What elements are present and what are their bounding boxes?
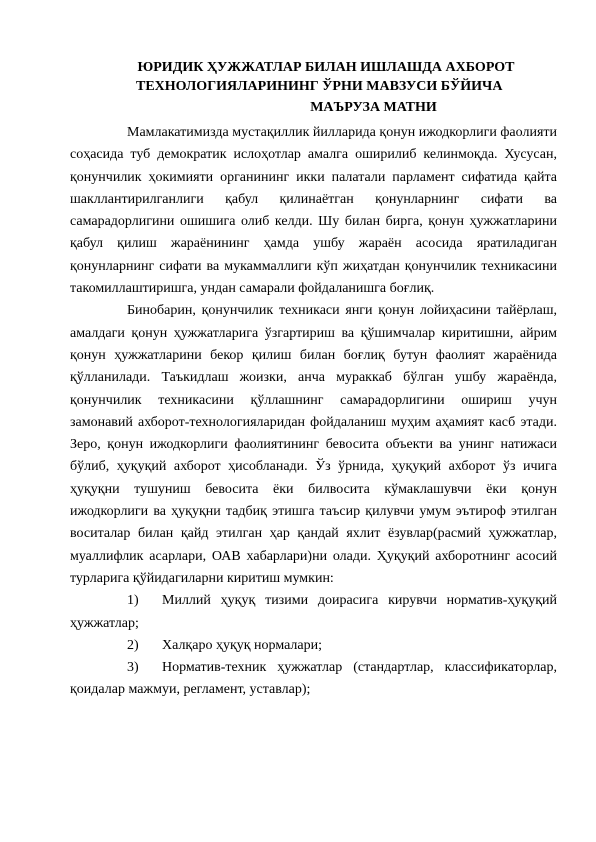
list-item-text: Халқаро ҳуқуқ нормалари; xyxy=(162,637,323,653)
list-item-number: 3) xyxy=(127,660,139,676)
list-item xyxy=(70,590,557,635)
document-title-line-1: ЮРИДИК ҲУЖЖАТЛАР БИЛАН ИШЛАШДА АХБОРОТ xyxy=(137,60,515,75)
document-body xyxy=(70,122,557,702)
list-item-text: Норматив-техник ҳужжатлар (стандартлар, классификаторлар, қоидалар мажмуи, регламент, уставлар); xyxy=(70,660,557,698)
paragraph: Мамлакатимизда мустақиллик йилларида қонун ижодкорлиги фаолияти соҳасида туб демократик ислоҳотлар амалга оширилиб келинмоқда. Хусусан, қонунчилик ҳокимияти органининг икки палатали парламент сифатида қайта шакллантирилганлиги қабул қилинаётган қонунларнинг сифати ва самарадорлигини ошишига олиб келди. Шу билан бирга, қонун ҳужжатларини қабул қилиш жараёнининг ҳамда ушбу жараён асосида яратиладиган қонунларнинг сифати ва мукаммаллиги кўп жиҳатдан қонунчилик техникасини такомиллаштиришга, ундан самарали фойдаланишга боғлиқ. xyxy=(70,125,557,297)
list-item xyxy=(70,657,557,702)
document-title-line-3: МАЪРУЗА МАТНИ xyxy=(310,100,437,115)
list-item-number: 2) xyxy=(127,637,139,653)
list-item-text: Миллий ҳуқуқ тизими доирасига кирувчи норматив-ҳуқуқий ҳужжатлар; xyxy=(70,593,557,631)
list-item-number: 1) xyxy=(127,593,139,609)
paragraph: Бинобарин, қонунчилик техникаси янги қонун лойиҳасини тайёрлаш, амалдаги қонун ҳужжатларига ўзгартириш ва қўшимчалар киритишни, айрим қонун ҳужжатларини бекор қилиш билан боғлиқ бутун фаолият жараёнида қўлланилади. Таъкидлаш жоизки, анча мураккаб бўлган ушбу жараёнда, қонунчилик техникасини қўллашнинг самарадорлигини ошириш учун замонавий ахборот-технологияларидан фойдаланиш муҳим аҳамият касб этади. Зеро, қонун ижодкорлиги фаолиятининг бевосита объекти ва унинг натижаси бўлиб, ҳуқуқий ахборот ҳисобланади. Ўз ўрнида, ҳуқуқий ахборот ўз ичига ҳуқуқни тушуниш бевосита ёки билвосита кўмаклашувчи ёки қонун ижодкорлиги ва ҳуқуқни тадбиқ этишга таъсир қилувчи умум эътироф этилган воситалар билан қайд этилган ҳар қандай яхлит ёзувлар(расмий ҳужжатлар, муаллифлик асарлари, ОАВ хабарлари)ни олади. Ҳуқуқий ахборотнинг асосий турларига қўйидагиларни киритиш мумкин: xyxy=(70,303,557,586)
list-item xyxy=(70,635,557,657)
document-title-line-2: ТЕХНОЛОГИЯЛАРИНИНГ ЎРНИ МАВЗУСИ БЎЙИЧА xyxy=(136,79,503,94)
